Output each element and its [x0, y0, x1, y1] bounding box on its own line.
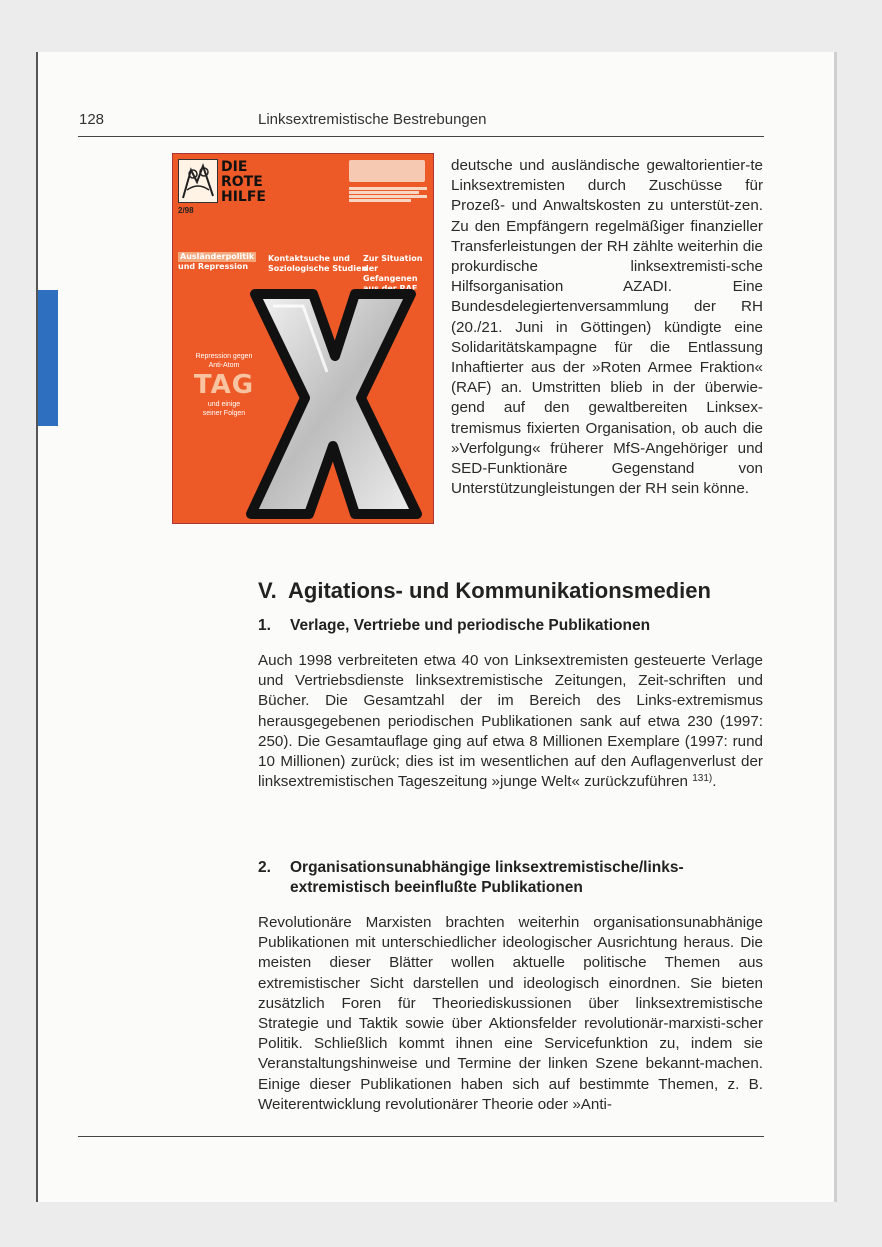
page-edge-right [834, 52, 837, 1202]
cover-headline-1: Ausländerpolitik und Repression [178, 252, 255, 271]
header-rule [78, 136, 764, 137]
cover-headline-2: Kontaktsuche und Soziologische Studien [268, 254, 368, 273]
thumb-index-tab [38, 290, 58, 426]
magazine-logo-text: DIE ROTE HILFE [221, 159, 266, 205]
section-heading-2: 2. Organisationsunabhängige linksextremistische/links- extremistisch beeinflußte Publikationen [258, 859, 684, 896]
page-edge-left [36, 52, 38, 1202]
cover-label-box [349, 160, 425, 182]
footnote-reference[interactable]: 131) [692, 773, 713, 785]
running-title: Linksextremistische Bestrebungen [258, 111, 487, 128]
section-heading-1: 1. Verlage, Vertriebe und periodische Publikationen [258, 617, 651, 634]
section-2-paragraph: Revolutionäre Marxisten brachten weiterhin organisationsunabhänige Publikationen mit unterschiedlicher ideologischer Ausrichtung heraus. Die meisten dieser Blätter wollen aktuelle politische Themen aus extremistischer Sicht darstellen und ideologisch einordnen. Sie bieten zusätzlich Foren für Theoriediskussionen über linksextremistische Strategie und Taktik sowie über Aktionsfelder revolutionär-marxisti-scher Politik. Schließlich kommt ihnen eine Servicefunktion zu, indem sie Veranstaltungshinweise und Termine der linken Szene bekannt-machen. Einige dieser Publikationen haben sich auf bestimmte Themen, z. B. Weiterentwicklung revolutionärer Theorie oder »Anti- [258, 914, 763, 1113]
footer-rule [78, 1136, 764, 1137]
rote-hilfe-logo-icon [178, 159, 218, 203]
big-x-illustration [243, 286, 423, 521]
cover-side-story: Repression gegen Anti-Atom TAG und einige seiner Folgen [193, 353, 255, 417]
issue-number: 2/98 [178, 206, 194, 215]
page-number: 128 [79, 111, 105, 128]
cover-headline-3: Zur Situation der Gefangenen aus der RAF [363, 254, 423, 293]
cover-fine-print [349, 186, 427, 203]
magazine-cover-image [172, 153, 434, 524]
right-column-text: deutsche und ausländische gewaltorientier-te Linksextremisten durch Zuschüsse für Prozeß- und Anwaltskosten zu unterstüt-zen. Zu den Empfängern regelmäßiger finanzieller Transferleistungen der RH zählte weiterhin die prokurdische linksextremisti-sche Hilfsorganisation AZADI. Eine Bundesdelegiertenversammlung der RH (20./21. Juni in Göttingen) kündigte eine Solidaritätskampagne für die Entlassung Inhaftierter aus der »Roten Armee Fraktion« (RAF) an. Umstritten blieb in der überwie-gend auf den gewaltbereiten Linksex-tremismus fixierten Organisation, ob auch die »Verfolgung« früherer MfS-Angehöriger und SED-Funktionäre Gegenstand von Unterstützungleistungen der RH sein könne. [451, 157, 763, 498]
chapter-heading: V. Agitations- und Kommunikationsmedien [258, 578, 711, 603]
section-1-paragraph: Auch 1998 verbreiteten etwa 40 von Linksextremisten gesteuerte Verlage und Vertriebsdienste linksextremistische Zeitungen, Zeit-schriften und Bücher. Die Gesamtzahl der im Bereich des Links-extremismus herausgegebenen periodischen Publikationen sank auf etwa 230 (1997: 250). Die Gesamtauflage ging auf etwa 8 Millionen Exemplare (1997: rund 10 Millionen) zurück; dies ist im wesentlichen auf den Auflagenverlust der linksextremistischen Tageszeitung »junge Welt« zurückzuführen $^{131)}$. [258, 652, 763, 791]
